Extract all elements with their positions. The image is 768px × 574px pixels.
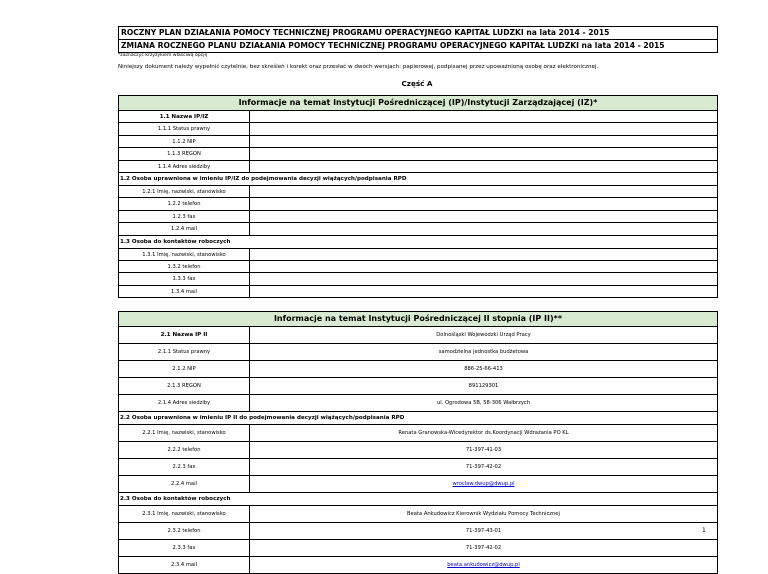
- row-value[interactable]: [250, 261, 717, 272]
- row-label: 2.3.4 mail: [119, 557, 250, 573]
- row-value[interactable]: [250, 186, 717, 197]
- row-value[interactable]: 891129301: [468, 383, 499, 389]
- table-row: [119, 377, 717, 394]
- row-label: 2.3.1 Imię, nazwiski, stanowisko: [119, 506, 250, 522]
- table-row: [119, 248, 717, 260]
- row-value[interactable]: [250, 557, 717, 573]
- row-value[interactable]: ul. Ogrodowa 5B, 58-306 Wałbrzych: [436, 400, 531, 406]
- section-2-table: [118, 311, 718, 574]
- table-row: [119, 458, 717, 475]
- row-value[interactable]: 71-397-42-02: [465, 545, 502, 551]
- table-row: [119, 285, 717, 297]
- table-row: [119, 135, 717, 147]
- row-label: 1.1.2 NIP: [119, 136, 250, 147]
- row-label: 2.2.1 Imię, nazwiski, stanowisko: [119, 425, 250, 441]
- section-1-header: Informacje na temat Instytucji Pośredniczącej (IP)/Instytucji Zarządzającej (IZ)*: [119, 95, 717, 110]
- row-value[interactable]: [250, 273, 717, 284]
- row-label: 2.1 Nazwa IP II: [119, 327, 250, 343]
- row-label: 1.2.4 mail: [119, 223, 250, 234]
- row-value[interactable]: [250, 249, 717, 260]
- row-value[interactable]: [250, 476, 717, 492]
- row-label: 2.1.4 Adres siedziby: [119, 395, 250, 411]
- row-label: 1.1.1 Status prawny: [119, 123, 250, 134]
- row-value[interactable]: [250, 148, 717, 159]
- table-row: [119, 160, 717, 172]
- subsection-1-3-header: 1.3 Osoba do kontaktów roboczych: [119, 235, 717, 248]
- table-row: [119, 475, 717, 492]
- row-value[interactable]: [250, 198, 717, 209]
- table-row: [119, 424, 717, 441]
- table-row: [119, 272, 717, 284]
- subsection-2-2-header: 2.2 Osoba uprawniona w imieniu IP II do podejmowania decyzji wiążących/podpisania RPD: [119, 411, 717, 424]
- row-value[interactable]: Renata Granowska-Wicedyrektor ds.Koordynacji Wdrażania PO KL: [398, 430, 569, 436]
- mail-link[interactable]: wroclaw.dwup@dwup.pl: [452, 481, 515, 487]
- row-label: 1.1 Nazwa IP/IZ: [119, 111, 250, 122]
- title-box: [118, 26, 718, 53]
- table-row: [119, 197, 717, 209]
- table-row: [119, 556, 717, 573]
- plan-change-title: ZMIANA ROCZNEGO PLANU DZIAŁANIA POMOCY TECHNICZNEJ PROGRAMU OPERACYJNEGO KAPITAŁ LUDZKI na lata 2014 - 2015: [119, 39, 717, 52]
- page-number: 1: [702, 527, 706, 534]
- table-row: [119, 222, 717, 234]
- subsection-1-2-header: 1.2 Osoba uprawniona w imieniu IP/IZ do podejmowania decyzji wiążących/podpisania RPD: [119, 172, 717, 185]
- row-label: 1.1.4 Adres siedziby: [119, 161, 250, 172]
- row-label: 2.1.3 REGON: [119, 378, 250, 394]
- table-row: [119, 522, 717, 539]
- row-label: 1.3.4 mail: [119, 286, 250, 297]
- table-row: [119, 505, 717, 522]
- row-label: 2.1.1 Status prawny: [119, 344, 250, 360]
- row-value[interactable]: [250, 161, 717, 172]
- row-label: 1.2.2 telefon: [119, 198, 250, 209]
- table-row: [119, 326, 717, 343]
- row-value[interactable]: [250, 123, 717, 134]
- row-value[interactable]: [250, 223, 717, 234]
- row-label: 1.2.3 fax: [119, 211, 250, 222]
- row-value[interactable]: 71-397-42-02: [465, 464, 502, 470]
- row-value[interactable]: [250, 136, 717, 147]
- row-label: 1.3.2 telefon: [119, 261, 250, 272]
- row-value[interactable]: [250, 111, 717, 122]
- row-value[interactable]: samodzielna jednostka budżetowa: [438, 349, 529, 355]
- part-a-heading: Część A: [401, 79, 433, 88]
- row-label: 2.3.2 telefon: [119, 523, 250, 539]
- row-value[interactable]: Beata Ankudowicz Kierownik Wydziału Pomocy Technicznej: [407, 511, 560, 517]
- row-value[interactable]: 71-397-43-01: [465, 528, 502, 534]
- section-1-table: [118, 95, 718, 298]
- table-row: [119, 360, 717, 377]
- section-2-header: Informacje na temat Instytucji Pośredniczącej II stopnia (IP II)**: [119, 311, 717, 326]
- table-row: [119, 539, 717, 556]
- mail-link[interactable]: beata.ankudowicz@dwup.pl: [447, 562, 520, 568]
- table-row: [119, 122, 717, 134]
- row-label: 1.1.3 REGON: [119, 148, 250, 159]
- table-row: [119, 343, 717, 360]
- checkbox-note: *zaznaczyć krzyżykiem właściwą opcję: [118, 53, 208, 58]
- row-label: 2.2.2 telefon: [119, 442, 250, 458]
- row-label: 2.2.4 mail: [119, 476, 250, 492]
- subsection-2-3-header: 2.3 Osoba do kontaktów roboczych: [119, 492, 717, 505]
- row-value[interactable]: [250, 211, 717, 222]
- row-label: 2.1.2 NIP: [119, 361, 250, 377]
- row-label: 2.2.3 fax: [119, 459, 250, 475]
- table-row: [119, 260, 717, 272]
- row-label: 2.3.3 fax: [119, 540, 250, 556]
- table-row: [119, 210, 717, 222]
- row-label: 1.2.1 Imię, nazwiski, stanowisko: [119, 186, 250, 197]
- plan-title: ROCZNY PLAN DZIAŁANIA POMOCY TECHNICZNEJ PROGRAMU OPERACYJNEGO KAPITAŁ LUDZKI na lata 2014 - 2015: [121, 28, 610, 37]
- table-row: [119, 441, 717, 458]
- row-label: 1.3.1 Imię, nazwiski, stanowisko: [119, 249, 250, 260]
- table-row: [119, 185, 717, 197]
- instruction-text: Niniejszy dokument należy wypełnić czytelnie, bez skreśleń i korekt oraz przesłać w dwóch wersjach: papierowej, podpisanej przez upoważnioną osobę oraz elektronicznej.: [118, 64, 599, 70]
- row-value[interactable]: Dolnośląski Wojewódzki Urząd Pracy: [436, 332, 531, 338]
- row-value[interactable]: [250, 286, 717, 297]
- row-value[interactable]: 71-397-41-03: [465, 447, 502, 453]
- row-value[interactable]: 886-25-66-413: [464, 366, 503, 372]
- row-label: 1.3.3 fax: [119, 273, 250, 284]
- table-row: [119, 147, 717, 159]
- table-row: [119, 110, 717, 122]
- table-row: [119, 394, 717, 411]
